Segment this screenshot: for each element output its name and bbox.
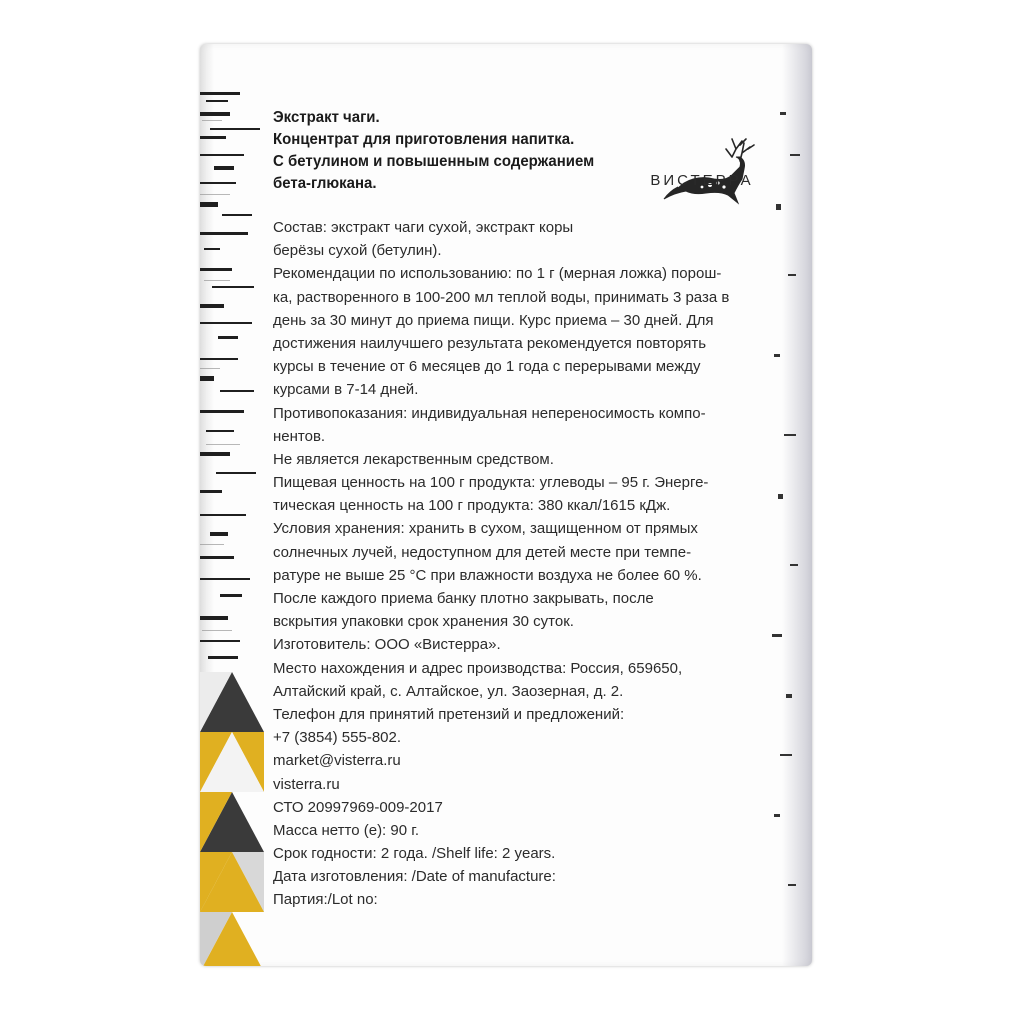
- contraindications-line: нентов.: [273, 427, 326, 445]
- composition-line: берёзы сухой (бетулин).: [273, 242, 442, 260]
- disclaimer-line: Не является лекарственным средством.: [273, 450, 554, 468]
- phone-label-line: Телефон для принятий претензий и предложений:: [273, 705, 625, 723]
- title-line: бета-глюкана.: [273, 175, 377, 192]
- triangle-pattern: [200, 672, 264, 966]
- storage-line: солнечных лучей, недоступном для детей месте при темпе-: [273, 543, 692, 561]
- manufacturer-line: Изготовитель: ООО «Вистерра».: [273, 636, 501, 654]
- product-description: [273, 216, 793, 912]
- email-line: market@visterra.ru: [273, 752, 401, 770]
- composition-line: Состав: экстракт чаги сухой, экстракт коры: [273, 219, 574, 236]
- title-line: С бетулином и повышенным содержанием: [273, 153, 595, 170]
- nutrition-line: тическая ценность на 100 г продукта: 380 ккал/1615 кДж.: [273, 497, 671, 515]
- usage-line: курсами в 7-14 дней.: [273, 381, 419, 399]
- brand-logo-text: ВИСТЕРРА: [650, 172, 754, 189]
- title-line: Экстракт чаги.: [273, 109, 380, 126]
- phone-number-line: +7 (3854) 555-802.: [273, 729, 402, 747]
- storage-line: После каждого приема банку плотно закрывать, после: [273, 590, 654, 607]
- product-package: [200, 44, 812, 966]
- usage-line: достижения наилучшего результата рекомендуется повторять: [273, 334, 707, 352]
- standard-line: СТО 20997969-009-2017: [273, 798, 443, 816]
- net-weight-line: Масса нетто (е): 90 г.: [273, 821, 420, 839]
- lot-number-line: Партия:/Lot no:: [273, 891, 378, 909]
- product-title: [273, 107, 619, 195]
- storage-line: Условия хранения: хранить в сухом, защищенном от прямых: [273, 520, 698, 538]
- title-line: Концентрат для приготовления напитка.: [273, 131, 575, 148]
- usage-line: ка, растворенного в 100-200 мл теплой воды, принимать 3 раза в: [273, 288, 730, 306]
- usage-line: Рекомендации по использованию: по 1 г (мерная ложка) порош-: [273, 265, 722, 283]
- nutrition-line: Пищевая ценность на 100 г продукта: углеводы – 95 г. Энерге-: [273, 474, 709, 492]
- usage-line: день за 30 минут до приема пищи. Курс приема – 30 дней. Для: [273, 311, 714, 329]
- address-line: Алтайский край, с. Алтайское, ул. Заозерная, д. 2.: [273, 682, 624, 700]
- contraindications-line: Противопоказания: индивидуальная непереносимость компо-: [273, 404, 706, 422]
- website-line: visterra.ru: [273, 775, 340, 793]
- usage-line: курсы в течение от 6 месяцев до 1 года с перерывами между: [273, 358, 701, 376]
- storage-line: ратуре не выше 25 °С при влажности воздуха не более 60 %.: [273, 566, 702, 584]
- shelf-life-line: Срок годности: 2 года. /Shelf life: 2 years.: [273, 845, 556, 863]
- address-line: Место нахождения и адрес производства: Россия, 659650,: [273, 659, 683, 677]
- manufacture-date-line: Дата изготовления: /Date of manufacture:: [273, 868, 556, 886]
- birch-bark-pattern-left: [200, 84, 262, 674]
- storage-line: вскрытия упаковки срок хранения 30 суток.: [273, 613, 574, 631]
